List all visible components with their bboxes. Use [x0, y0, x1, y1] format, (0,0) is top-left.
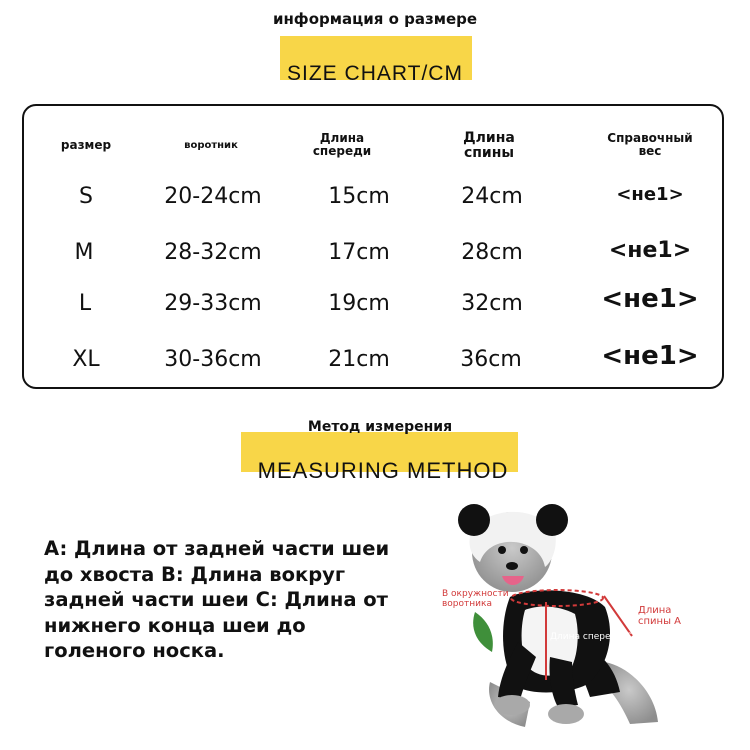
table-cell-size: XL — [72, 347, 100, 372]
table-cell-collar: 20-24cm — [164, 184, 262, 209]
table-header-size: размер — [60, 138, 112, 152]
table-cell-weight: <не1> — [601, 341, 699, 371]
table-cell-back: 36cm — [460, 347, 522, 372]
table-cell-size: S — [79, 184, 93, 209]
table-cell-collar: 30-36cm — [164, 347, 262, 372]
table-cell-back: 32cm — [461, 291, 523, 316]
annotation-front: Длина спереди C — [550, 632, 632, 642]
measuring-method-title-ru: Метод измерения — [307, 419, 453, 435]
measuring-method-title: MEASURING METHOD — [257, 458, 509, 483]
table-cell-collar: 28-32cm — [164, 240, 262, 265]
table-header-collar: воротник — [184, 140, 238, 151]
table-cell-back: 28cm — [461, 240, 523, 265]
table-cell-weight: <не1> — [601, 284, 699, 314]
size-info-title-ru: информация о размере — [272, 10, 478, 28]
table-header-weight: Справочный вес — [607, 131, 693, 158]
table-cell-front: 17cm — [328, 240, 390, 265]
table-cell-collar: 29-33cm — [164, 291, 262, 316]
table-cell-weight: <не1> — [608, 238, 692, 263]
table-header-back: Длина спины — [463, 130, 515, 161]
table-cell-front: 15cm — [328, 184, 390, 209]
table-header-front: Длина спереди — [312, 131, 372, 158]
size-chart-title: SIZE CHART/CM — [287, 62, 463, 85]
table-cell-weight: <не1> — [616, 184, 684, 205]
annotation-collar: В окружности воротника — [442, 589, 509, 609]
table-cell-front: 21cm — [328, 347, 390, 372]
table-cell-back: 24cm — [461, 184, 523, 209]
table-cell-front: 19cm — [328, 291, 390, 316]
annotation-back: Длина спины A — [638, 605, 681, 627]
measuring-method-description: A: Длина от задней части шеи до хвоста B: Длина вокруг задней части шеи C: Длина от нижнего конца шеи до голеного носка. — [44, 537, 390, 662]
table-cell-size: M — [74, 240, 94, 265]
table-cell-size: L — [78, 291, 92, 316]
